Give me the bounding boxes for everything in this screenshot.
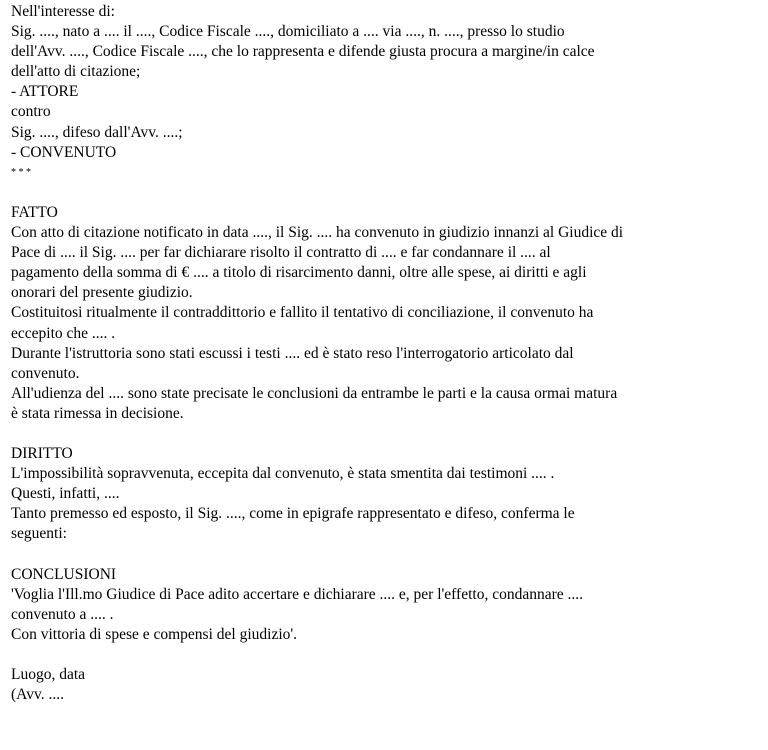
blank-line	[11, 545, 756, 565]
conclusioni-line: Con vittoria di spese e compensi del giudizio'.	[11, 625, 298, 643]
fatto-line: Durante l'istruttoria sono stati escussi i testi .... ed è stato reso l'interrogatorio articolato dal	[11, 344, 574, 362]
fatto-heading: FATTO	[11, 203, 58, 221]
convenuto-label: - CONVENUTO	[11, 143, 117, 161]
intro-heading: Nell'interesse di:	[11, 3, 115, 20]
section-separator: * * *	[11, 166, 31, 178]
diritto-line: Questi, infatti, ....	[11, 485, 120, 503]
fatto-line: onorari del presente giudizio.	[11, 284, 193, 302]
place-date: Luogo, data	[11, 666, 86, 684]
fatto-line: eccepito che .... .	[11, 324, 116, 342]
blank-line	[11, 424, 756, 444]
contro-label: contro	[11, 103, 51, 121]
intro-line: dell'Avv. ...., Codice Fiscale ...., che lo rappresenta e difende giusta procura a margine/in calce	[11, 43, 595, 61]
intro-line: Sig. ...., nato a .... il ...., Codice Fiscale ...., domiciliato a .... via ...., n. ...., presso lo studio	[11, 23, 565, 41]
diritto-line: seguenti:	[11, 525, 67, 543]
fatto-line: Costituitosi ritualmente il contraddittorio e fallito il tentativo di conciliazione, il convenuto ha	[11, 304, 594, 322]
attore-label: - ATTORE	[11, 83, 79, 101]
lawyer-signature: (Avv. ....	[11, 686, 64, 704]
fatto-line: Con atto di citazione notificato in data ...., il Sig. .... ha convenuto in giudizio innanzi al Giudice di	[11, 224, 624, 242]
diritto-heading: DIRITTO	[11, 445, 73, 463]
blank-line	[11, 183, 756, 203]
legal-document	[11, 2, 756, 705]
diritto-line: Tanto premesso ed esposto, il Sig. ...., come in epigrafe rappresentato e difeso, conferma le	[11, 505, 575, 523]
conclusioni-line: convenuto a .... .	[11, 605, 114, 623]
fatto-line: è stata rimessa in decisione.	[11, 404, 184, 422]
blank-line	[11, 645, 756, 665]
intro-line: dell'atto di citazione;	[11, 63, 141, 81]
fatto-line: All'udienza del .... sono state precisate le conclusioni da entrambe le parti e la causa ormai matura	[11, 384, 618, 402]
conclusioni-line: 'Voglia l'Ill.mo Giudice di Pace adito accertare e dichiarare .... e, per l'effetto, condannare ....	[11, 585, 584, 603]
convenuto-party-line: Sig. ...., difeso dall'Avv. ....;	[11, 123, 183, 141]
diritto-line: L'impossibilità sopravvenuta, eccepita dal convenuto, è stata smentita dai testimoni .... .	[11, 465, 555, 483]
fatto-line: pagamento della somma di € .... a titolo di risarcimento danni, oltre alle spese, ai diritti e agli	[11, 264, 587, 282]
fatto-line: convenuto.	[11, 364, 80, 382]
conclusioni-heading: CONCLUSIONI	[11, 565, 117, 583]
fatto-line: Pace di .... il Sig. .... per far dichiarare risolto il contratto di .... e far condannare il .... al	[11, 244, 551, 262]
